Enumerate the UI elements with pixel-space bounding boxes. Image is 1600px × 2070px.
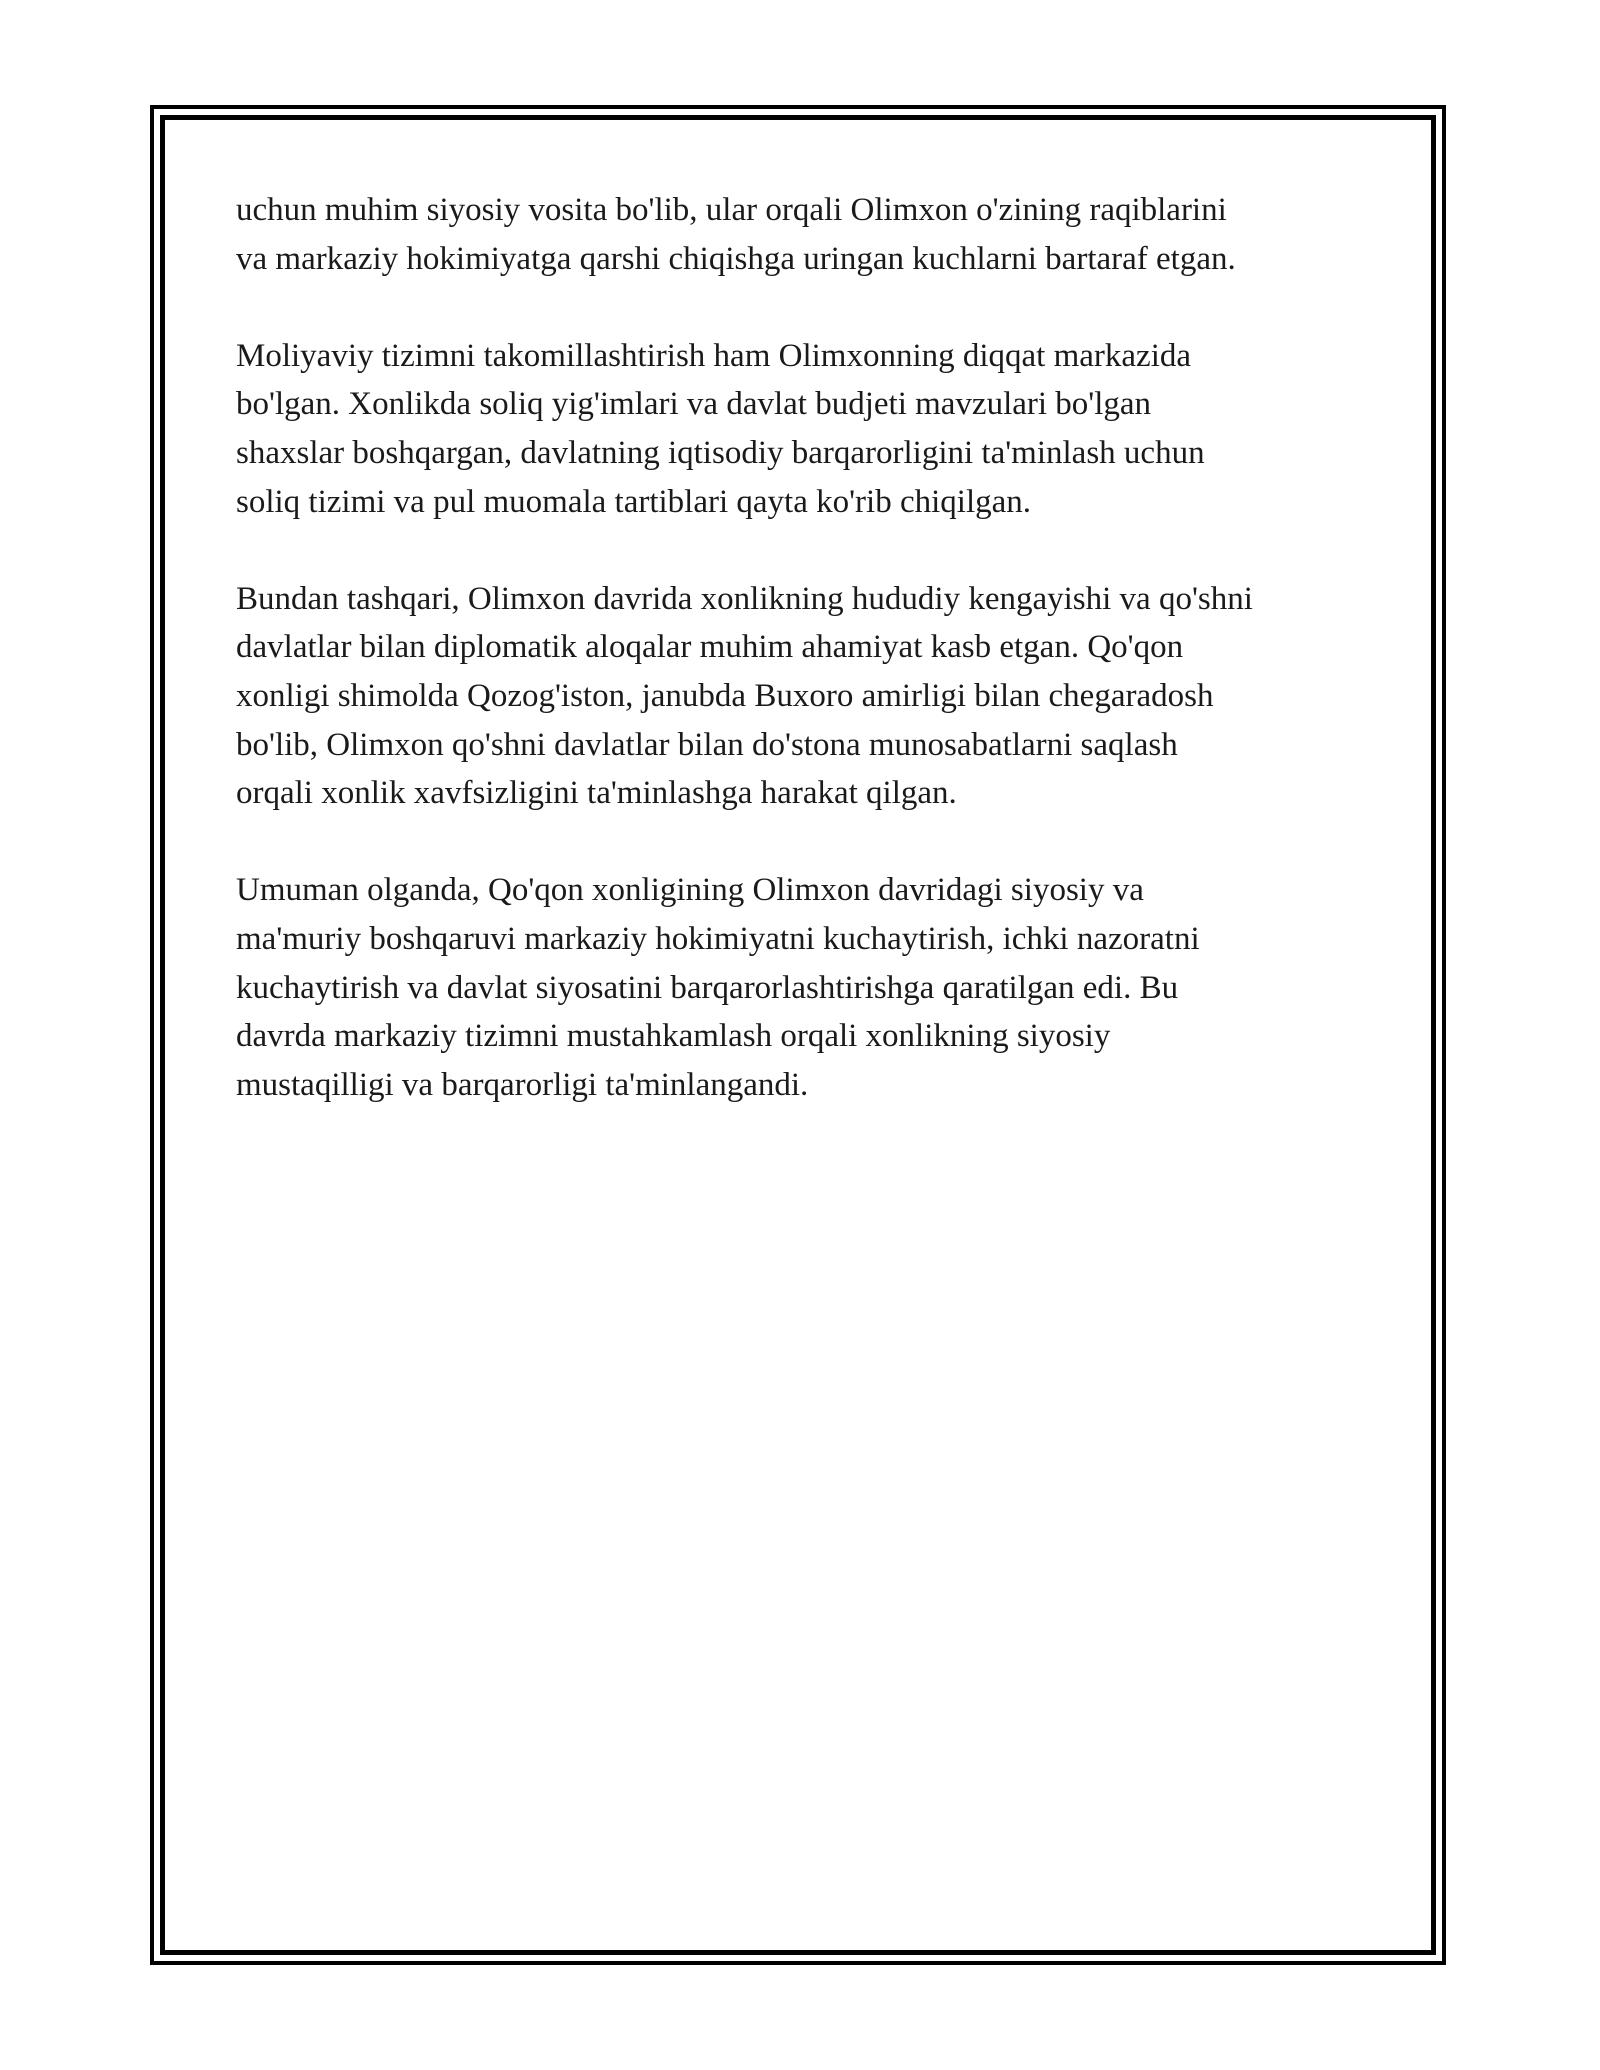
- text-line: bo'lib, Olimxon qo'shni davlatlar bilan do'stona munosabatlarni saqlash: [236, 726, 1178, 763]
- paragraph-3: [236, 575, 1386, 818]
- text-line: davrda markaziy tizimni mustahkamlash orqali xonlikning siyosiy: [236, 1018, 1111, 1055]
- text-line: Bundan tashqari, Olimxon davrida xonlikning hududiy kengayishi va qo'shni: [236, 580, 1253, 617]
- document-body: [236, 186, 1386, 1109]
- text-line: kuchaytirish va davlat siyosatini barqarorlashtirishga qaratilgan edi. Bu: [236, 969, 1179, 1006]
- text-line: shaxslar boshqargan, davlatning iqtisodiy barqarorligini ta'minlash uchun: [236, 434, 1205, 471]
- text-line: davlatlar bilan diplomatik aloqalar muhim ahamiyat kasb etgan. Qo'qon: [236, 629, 1184, 666]
- paragraph-2: [236, 332, 1386, 526]
- text-line: ma'muriy boshqaruvi markaziy hokimiyatni kuchaytirish, ichki nazoratni: [236, 920, 1200, 957]
- text-line: orqali xonlik xavfsizligini ta'minlashga harakat qilgan.: [236, 775, 957, 812]
- text-line: va markaziy hokimiyatga qarshi chiqishga uringan kuchlarni bartaraf etgan.: [236, 240, 1236, 277]
- text-line: Moliyaviy tizimni takomillashtirish ham Olimxonning diqqat markazida: [236, 337, 1192, 374]
- paragraph-4: [236, 866, 1386, 1109]
- text-line: Umuman olganda, Qo'qon xonligining Olimxon davridagi siyosiy va: [236, 872, 1144, 909]
- paragraph-1: [236, 186, 1386, 283]
- text-line: soliq tizimi va pul muomala tartiblari qayta ko'rib chiqilgan.: [236, 483, 1032, 520]
- text-line: mustaqilligi va barqarorligi ta'minlangandi.: [236, 1066, 809, 1103]
- text-line: bo'lgan. Xonlikda soliq yig'imlari va davlat budjeti mavzulari bo'lgan: [236, 386, 1152, 423]
- text-line: uchun muhim siyosiy vosita bo'lib, ular orqali Olimxon o'zining raqiblarini: [236, 192, 1227, 228]
- text-line: xonligi shimolda Qozog'iston, janubda Buxoro amirligi bilan chegaradosh: [236, 677, 1214, 714]
